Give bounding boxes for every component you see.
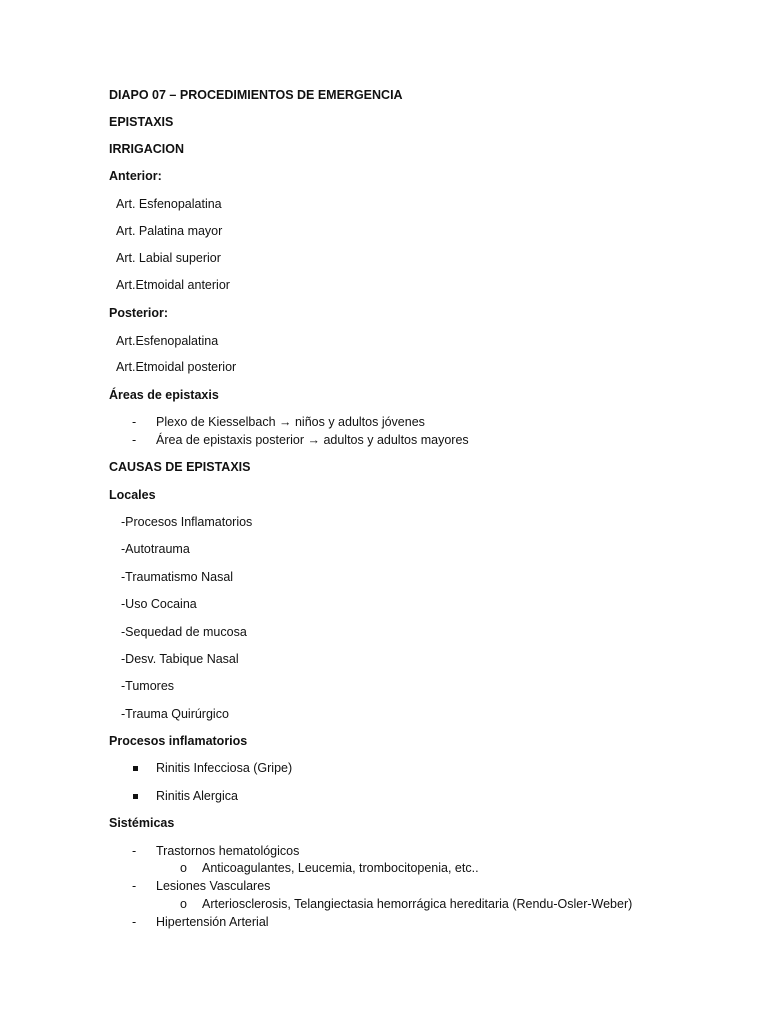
- systemic-subitem: Arteriosclerosis, Telangiectasia hemorrágica hereditaria (Rendu-Osler-Weber): [202, 897, 633, 911]
- anterior-item: Art. Esfenopalatina: [116, 197, 222, 211]
- posterior-item: Art.Etmoidal posterior: [116, 360, 237, 374]
- posterior-item: Art.Esfenopalatina: [116, 334, 219, 348]
- square-bullet-icon: [133, 794, 138, 799]
- locales-item: -Uso Cocaina: [121, 597, 197, 611]
- dash-bullet: -: [132, 415, 137, 429]
- anterior-item: Art. Palatina mayor: [116, 224, 223, 238]
- locales-item: -Procesos Inflamatorios: [121, 515, 253, 529]
- locales-item: -Autotrauma: [121, 542, 190, 556]
- document-title: DIAPO 07 – PROCEDIMIENTOS DE EMERGENCIA: [109, 88, 403, 102]
- areas-item: Área de epistaxis posterior → adultos y adultos mayores: [156, 433, 469, 447]
- section-title-epistaxis: EPISTAXIS: [109, 115, 174, 129]
- systemic-item: Lesiones Vasculares: [156, 879, 271, 893]
- circle-bullet: o: [180, 897, 187, 911]
- anterior-item: Art.Etmoidal anterior: [116, 278, 230, 292]
- inflammatory-item: Rinitis Alergica: [156, 789, 238, 803]
- dash-bullet: -: [132, 879, 137, 893]
- locales-item: -Traumatismo Nasal: [121, 570, 234, 584]
- locales-item: -Desv. Tabique Nasal: [121, 652, 239, 666]
- heading-irrigacion: IRRIGACION: [109, 142, 184, 156]
- heading-procesos-inflamatorios: Procesos inflamatorios: [109, 734, 248, 748]
- locales-item: -Trauma Quirúrgico: [121, 707, 229, 721]
- heading-locales: Locales: [109, 488, 156, 502]
- systemic-subitem: Anticoagulantes, Leucemia, trombocitopenia, etc..: [202, 861, 479, 875]
- locales-item: -Sequedad de mucosa: [121, 625, 247, 639]
- dash-bullet: -: [132, 433, 137, 447]
- inflammatory-item: Rinitis Infecciosa (Gripe): [156, 761, 293, 775]
- systemic-item: Hipertensión Arterial: [156, 915, 269, 929]
- locales-item: -Tumores: [121, 679, 175, 693]
- anterior-item: Art. Labial superior: [116, 251, 221, 265]
- heading-areas: Áreas de epistaxis: [109, 388, 219, 402]
- areas-item: Plexo de Kiesselbach → niños y adultos jóvenes: [156, 415, 425, 429]
- heading-causas: CAUSAS DE EPISTAXIS: [109, 460, 251, 474]
- heading-anterior: Anterior:: [109, 169, 162, 183]
- heading-posterior: Posterior:: [109, 306, 169, 320]
- square-bullet-icon: [133, 766, 138, 771]
- circle-bullet: o: [180, 861, 187, 875]
- heading-sistemicas: Sistémicas: [109, 816, 175, 830]
- systemic-item: Trastornos hematológicos: [156, 844, 300, 858]
- dash-bullet: -: [132, 844, 137, 858]
- dash-bullet: -: [132, 915, 137, 929]
